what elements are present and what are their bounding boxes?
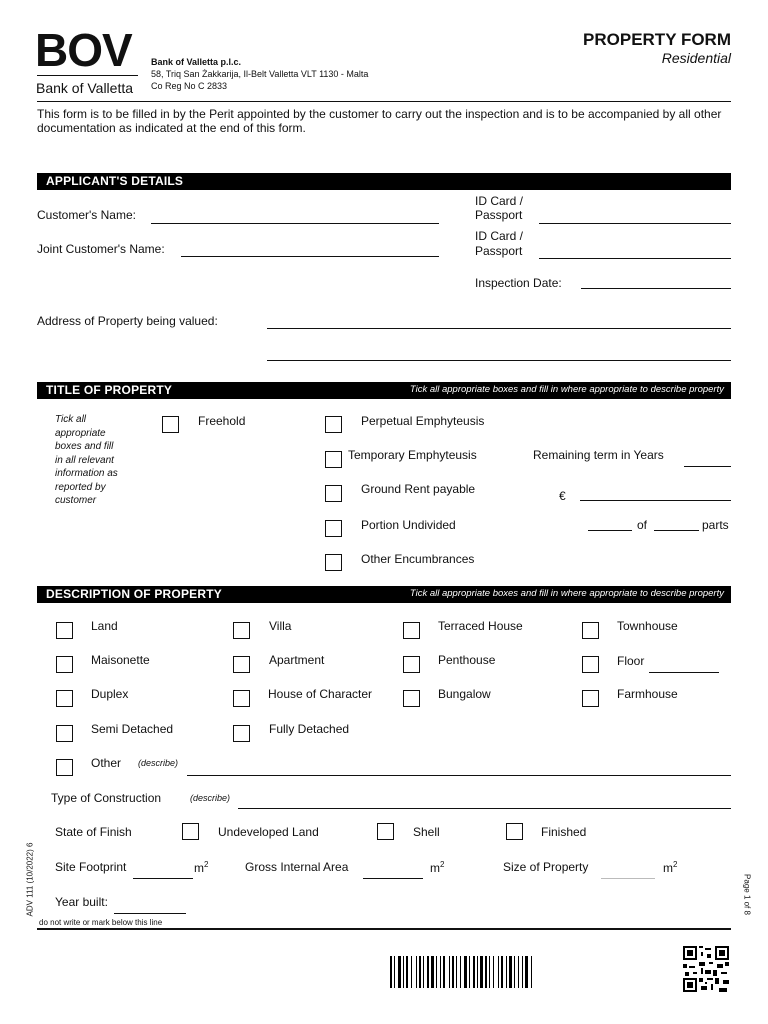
unit-sq: 2	[673, 860, 678, 869]
portion-undivided-label: Portion Undivided	[361, 518, 456, 532]
description-section-bar	[37, 586, 731, 603]
id-card-2-field[interactable]	[539, 258, 731, 259]
bungalow-checkbox[interactable]	[403, 690, 420, 707]
intro-text: This form is to be filled in by the Perit appointed by the customer to carry out the inspection and is to be accompanied by all other documentation as indicated at the end of this form.	[37, 107, 722, 135]
logo-subtitle: Bank of Valletta	[36, 80, 134, 96]
terraced-house-label: Terraced House	[438, 619, 523, 633]
form-title: PROPERTY FORM	[583, 30, 731, 49]
unit-m: m	[430, 861, 440, 875]
address-label: Address of Property being valued:	[37, 314, 218, 328]
description-hint: Tick all appropriate boxes and fill in where appropriate to describe property	[409, 588, 724, 599]
shell-checkbox[interactable]	[377, 823, 394, 840]
fully-detached-checkbox[interactable]	[233, 725, 250, 742]
other-describe-hint: (describe)	[138, 758, 179, 768]
title-note-line: Tick all	[55, 414, 87, 425]
inspection-date-field[interactable]	[581, 288, 731, 289]
construction-describe-hint: (describe)	[190, 793, 231, 803]
perpetual-emphyteusis-checkbox[interactable]	[325, 416, 342, 433]
title-section-bar	[37, 382, 731, 399]
freehold-checkbox[interactable]	[162, 416, 179, 433]
bank-name: Bank of Valletta p.l.c.	[151, 57, 242, 67]
id-card-1-label-b: Passport	[475, 208, 523, 222]
other-label: Other	[91, 756, 122, 770]
portion-parts-label: parts	[702, 518, 729, 532]
penthouse-label: Penthouse	[438, 653, 496, 667]
undeveloped-land-label: Undeveloped Land	[218, 825, 319, 839]
construction-field[interactable]	[238, 808, 731, 809]
barcode	[390, 956, 591, 988]
other-encumbrances-label: Other Encumbrances	[361, 552, 475, 566]
customer-name-field[interactable]	[151, 223, 439, 224]
joint-customer-name-field[interactable]	[181, 256, 439, 257]
title-note	[55, 413, 118, 508]
semi-detached-label: Semi Detached	[91, 722, 174, 736]
floor-field[interactable]	[649, 672, 719, 673]
finish-label: State of Finish	[55, 825, 132, 839]
property-size-unit	[663, 860, 677, 875]
ground-rent-field[interactable]	[580, 500, 731, 501]
property-size-label: Size of Property	[503, 860, 589, 874]
house-of-character-checkbox[interactable]	[233, 690, 250, 707]
maisonette-checkbox[interactable]	[56, 656, 73, 673]
footer-rule	[37, 928, 731, 930]
gross-area-unit	[430, 860, 444, 875]
townhouse-label: Townhouse	[617, 619, 678, 633]
id-card-2-label-b: Passport	[475, 244, 523, 258]
penthouse-checkbox[interactable]	[403, 656, 420, 673]
site-footprint-label: Site Footprint	[55, 860, 127, 874]
remaining-term-label: Remaining term in Years	[533, 448, 664, 462]
description-heading: DESCRIPTION OF PROPERTY	[46, 587, 222, 601]
title-hint: Tick all appropriate boxes and fill in where appropriate to describe property	[409, 384, 724, 395]
address-field-1[interactable]	[267, 328, 731, 329]
site-footprint-field[interactable]	[133, 878, 193, 879]
id-card-2-label-a: ID Card /	[475, 229, 524, 243]
title-note-line: appropriate	[55, 427, 106, 439]
qr-code	[683, 946, 729, 992]
undeveloped-land-checkbox[interactable]	[182, 823, 199, 840]
villa-checkbox[interactable]	[233, 622, 250, 639]
property-size-field[interactable]	[601, 878, 655, 879]
unit-sq: 2	[440, 860, 445, 869]
perpetual-emphyteusis-label: Perpetual Emphyteusis	[361, 414, 485, 428]
title-note-line: in all relevant	[55, 454, 114, 466]
customer-name-label: Customer's Name:	[37, 208, 136, 222]
logo: BOV	[35, 24, 132, 76]
floor-checkbox[interactable]	[582, 656, 599, 673]
gross-area-label: Gross Internal Area	[245, 860, 349, 874]
farmhouse-checkbox[interactable]	[582, 690, 599, 707]
gross-area-field[interactable]	[363, 878, 423, 879]
year-built-field[interactable]	[114, 913, 186, 914]
remaining-term-field[interactable]	[684, 466, 731, 467]
applicant-heading: APPLICANT'S DETAILS	[46, 174, 184, 188]
other-describe-field[interactable]	[187, 775, 731, 776]
portion-of-label: of	[637, 518, 648, 532]
ground-rent-label: Ground Rent payable	[361, 482, 476, 496]
villa-label: Villa	[269, 619, 292, 633]
portion-undivided-checkbox[interactable]	[325, 520, 342, 537]
portion-numerator-field[interactable]	[588, 530, 632, 531]
title-note-line: customer	[55, 495, 97, 506]
floor-label: Floor	[617, 654, 645, 668]
year-built-label: Year built:	[55, 895, 108, 909]
unit-m: m	[194, 861, 204, 875]
address-field-2[interactable]	[267, 360, 731, 361]
land-label: Land	[91, 619, 118, 633]
duplex-label: Duplex	[91, 687, 129, 701]
side-page-number: Page 1 of 8	[742, 874, 752, 915]
no-write-notice: do not write or mark below this line	[39, 918, 163, 927]
freehold-label: Freehold	[198, 414, 246, 428]
finished-checkbox[interactable]	[506, 823, 523, 840]
shell-label: Shell	[413, 825, 440, 839]
semi-detached-checkbox[interactable]	[56, 725, 73, 742]
maisonette-label: Maisonette	[91, 653, 150, 667]
fully-detached-label: Fully Detached	[269, 722, 350, 736]
house-of-character-label: House of Character	[268, 687, 373, 701]
bungalow-label: Bungalow	[438, 687, 491, 701]
euro-symbol: €	[559, 489, 566, 503]
title-heading: TITLE OF PROPERTY	[46, 383, 173, 397]
title-note-line: boxes and fill	[55, 441, 114, 452]
form-subtitle: Residential	[661, 50, 731, 66]
construction-label: Type of Construction	[51, 791, 162, 805]
apartment-checkbox[interactable]	[233, 656, 250, 673]
inspection-date-label: Inspection Date:	[475, 276, 562, 290]
duplex-checkbox[interactable]	[56, 690, 73, 707]
apartment-label: Apartment	[269, 653, 325, 667]
finished-label: Finished	[541, 825, 587, 839]
id-card-1-label-a: ID Card /	[475, 194, 524, 208]
title-note-line: information as	[55, 468, 118, 479]
portion-denominator-field[interactable]	[654, 530, 699, 531]
temporary-emphyteusis-label: Temporary Emphyteusis	[348, 448, 477, 462]
townhouse-checkbox[interactable]	[582, 622, 599, 639]
applicant-section-bar	[37, 173, 731, 190]
site-footprint-unit	[194, 860, 208, 875]
title-note-line: reported by	[55, 481, 106, 493]
farmhouse-label: Farmhouse	[617, 687, 678, 701]
terraced-house-checkbox[interactable]	[403, 622, 420, 639]
logo-rule	[37, 75, 138, 76]
other-checkbox[interactable]	[56, 759, 73, 776]
header-rule	[37, 101, 731, 102]
temporary-emphyteusis-checkbox[interactable]	[325, 451, 342, 468]
bank-reg: Co Reg No C 2833	[151, 81, 228, 91]
side-form-code: ADV 111 (10/2022) 6	[25, 842, 35, 917]
id-card-1-field[interactable]	[539, 223, 731, 224]
unit-m: m	[663, 861, 673, 875]
land-checkbox[interactable]	[56, 622, 73, 639]
joint-customer-name-label: Joint Customer's Name:	[37, 242, 165, 256]
bank-address: 58, Triq San Żakkarija, Il-Belt Valletta VLT 1130 - Malta	[151, 69, 369, 79]
other-encumbrances-checkbox[interactable]	[325, 554, 342, 571]
ground-rent-checkbox[interactable]	[325, 485, 342, 502]
unit-sq: 2	[204, 860, 209, 869]
